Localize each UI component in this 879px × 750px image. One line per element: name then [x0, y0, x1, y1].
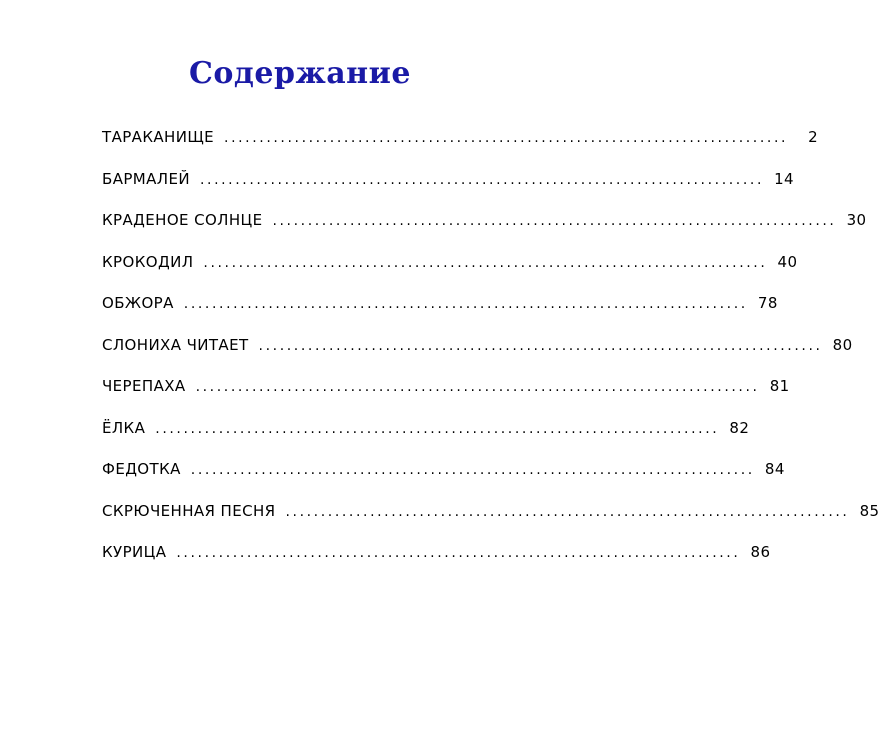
toc-entry-title: СКРЮЧЕННАЯ ПЕСНЯ: [102, 501, 276, 520]
toc-entry-page: 80: [832, 335, 853, 354]
toc-entry-title: ЁЛКА: [102, 418, 146, 437]
toc-dot-leader: ................................................................................: [258, 337, 823, 354]
toc-entry: [102, 208, 867, 250]
toc-dot-leader: ................................................................................: [190, 462, 755, 478]
toc-dot-leader: ................................................................................: [203, 254, 768, 271]
toc-entry-title: СЛОНИХА ЧИТАЕТ: [102, 335, 249, 354]
toc-entry: [102, 457, 785, 499]
table-of-contents: [102, 125, 879, 582]
toc-entry-page: 84: [764, 460, 785, 478]
page-title: Содержание: [189, 56, 411, 91]
toc-entry-title: КРАДЕНОЕ СОЛНЦЕ: [102, 211, 263, 229]
toc-entry: [102, 374, 790, 416]
toc-entry-page: 82: [729, 418, 750, 437]
toc-dot-leader: ................................................................................: [199, 171, 764, 188]
toc-entry-page: 85: [859, 501, 879, 520]
toc-entry: [102, 540, 771, 582]
toc-entry: [102, 416, 750, 458]
toc-dot-leader: ................................................................................: [195, 379, 760, 395]
toc-dot-leader: ................................................................................: [155, 420, 720, 437]
toc-entry-title: БАРМАЛЕЙ: [102, 169, 190, 188]
toc-entry-page: 86: [750, 543, 771, 561]
toc-entry: [102, 250, 798, 292]
toc-entry: [102, 499, 879, 541]
toc-entry-page: 14: [774, 169, 794, 188]
toc-entry: [102, 167, 794, 209]
toc-entry: [102, 291, 778, 333]
toc-dot-leader: ................................................................................: [272, 213, 837, 229]
toc-entry-page: 40: [777, 252, 798, 271]
toc-dot-leader: ................................................................................: [183, 296, 748, 312]
toc-entry-page: 81: [769, 377, 790, 395]
toc-entry-title: КУРИЦА: [102, 543, 167, 561]
toc-dot-leader: ................................................................................: [285, 503, 850, 520]
toc-dot-leader: ................................................................................: [224, 130, 789, 146]
toc-entry-page: 2: [808, 128, 819, 146]
toc-entry-title: КРОКОДИЛ: [102, 252, 194, 271]
toc-dot-leader: ................................................................................: [176, 545, 741, 561]
toc-entry: [102, 125, 819, 167]
toc-entry-page: 30: [846, 211, 867, 229]
toc-entry-title: ТАРАКАНИЩЕ: [102, 128, 215, 146]
toc-entry: [102, 333, 853, 375]
toc-entry-page: 78: [757, 294, 778, 312]
toc-entry-title: ОБЖОРА: [102, 294, 174, 312]
toc-entry-title: ЧЕРЕПАХА: [102, 377, 186, 395]
toc-entry-title: ФЕДОТКА: [102, 460, 181, 478]
